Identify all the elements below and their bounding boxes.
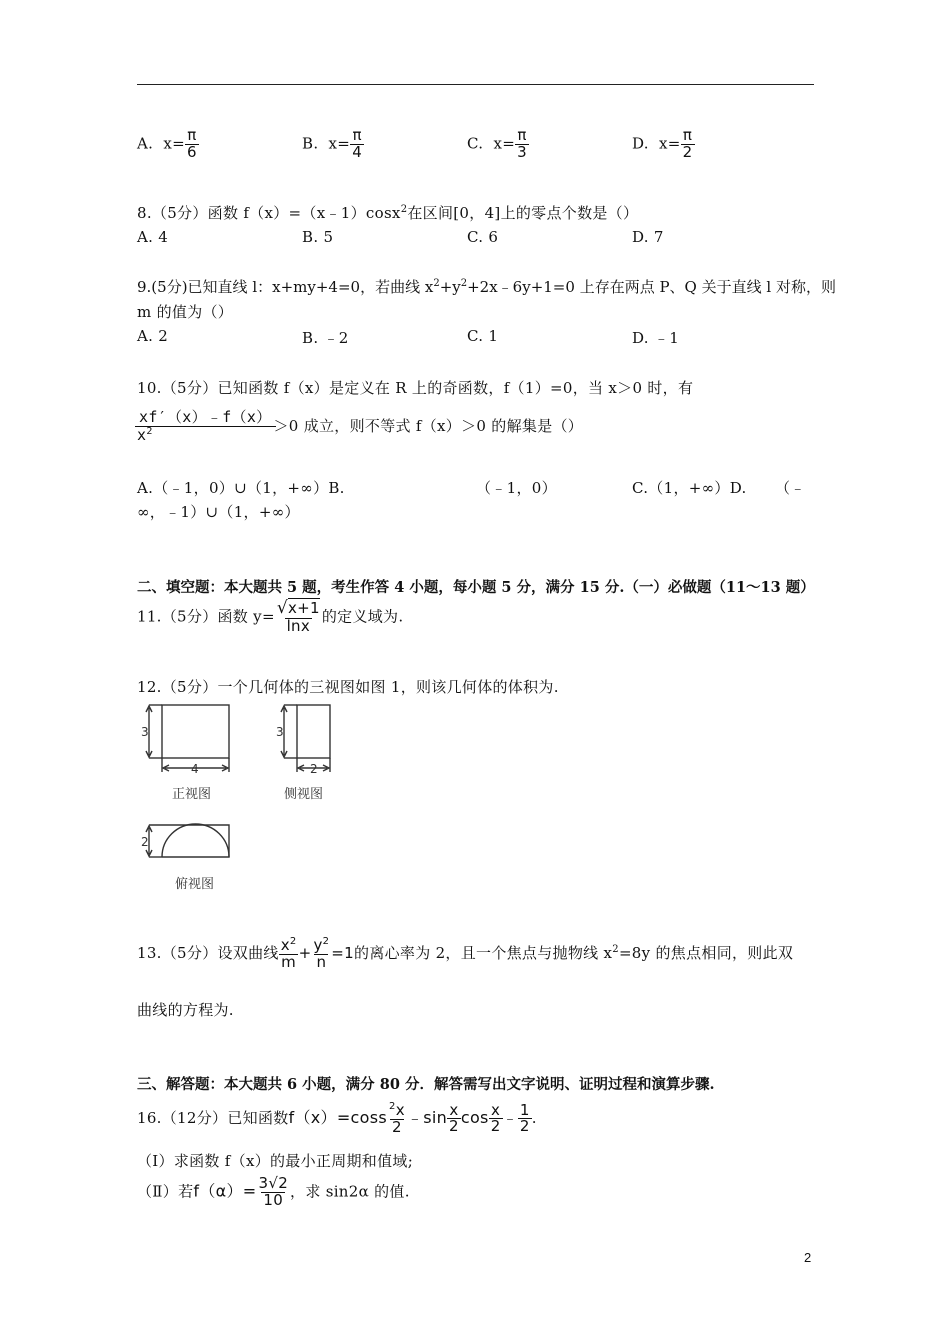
q10-option-d-cont: ∞，﹣1）∪（1，+∞） <box>137 503 300 521</box>
page-number: 2 <box>804 1250 812 1265</box>
q13-stem-line2: 曲线的方程为. <box>137 1001 234 1019</box>
q16-fraction-4: $\frac{1}{2}$ <box>519 1100 530 1136</box>
q10-stem: 10.（5分）已知函数 f（x）是定义在 R 上的奇函数，f（1）=0，当 x＞0 时，有 <box>137 379 694 397</box>
q8-option-b: B. 5 <box>302 228 334 246</box>
side-view-rect <box>297 705 330 758</box>
section3-heading: 三、解答题：本大题共 6 小题，满分 80 分．解答需写出文字说明、证明过程和演算步骤. <box>137 1076 715 1093</box>
q10-fraction: $\frac{xf'(x)﹣f(x)}{x^2}$ <box>137 410 274 444</box>
q7-c-fraction: $\frac{\pi}{3}$ <box>517 126 527 161</box>
q16-fraction-3: $\frac{x}{2}$ <box>490 1100 501 1136</box>
q9-stem-line2: m 的值为（） <box>137 303 234 321</box>
q9-option-b: B. ﹣2 <box>302 329 349 347</box>
side-width-label: 2 <box>310 762 318 776</box>
q11-fraction: $\frac{√x+1}{\ln x}$ <box>276 598 320 635</box>
q16-part-1: （Ⅰ）求函数 f（x）的最小正周期和值域; <box>137 1152 414 1170</box>
q13-fraction-y: $\frac{y^2}{n}$ <box>313 936 330 971</box>
q12-stem: 12.（5分）一个几何体的三视图如图 1，则该几何体的体积为. <box>137 678 559 696</box>
side-view-figure <box>272 700 372 810</box>
q9-option-a: A. 2 <box>137 327 169 345</box>
q10-option-c: C.（1，+∞）D. <box>632 479 747 497</box>
q7-option-b: B. x= $\frac{\pi}{4}$ <box>302 126 363 161</box>
q8-option-a: A. 4 <box>137 228 169 246</box>
q8-stem: 8.（5分）函数 f（x）=（x﹣1）cosx$^2$在区间[0，4]上的零点个数是（） <box>137 204 639 222</box>
side-view-label: 侧视图 <box>284 787 324 802</box>
front-height-label: 3 <box>141 725 149 739</box>
section2-heading: 二、填空题：本大题共 5 题，考生作答 4 小题，每小题 5 分，满分 15 分.（一）必做题（11～13 题） <box>137 579 815 596</box>
q10-option-d: （﹣ <box>775 479 806 497</box>
q10-condition: $\frac{xf'(x)﹣f(x)}{x^2}$ ＞0 成立，则不等式 f（x）＞0 的解集是（） <box>137 408 584 444</box>
q7-d-fraction: $\frac{\pi}{2}$ <box>682 126 693 161</box>
q16-fraction-1: $\frac{^2x}{2}$ <box>389 1101 405 1136</box>
front-view-label: 正视图 <box>172 787 212 802</box>
q10-option-a: A.（﹣1，0）∪（1，+∞）B. <box>137 479 345 497</box>
q16-part-2: （Ⅱ）若f（α）= $\frac{3√2}{10}$ ，求 sin2α 的值. <box>137 1174 410 1209</box>
top-view-outline <box>162 825 229 857</box>
side-height-label: 3 <box>276 725 284 739</box>
q8-option-d: D. 7 <box>632 228 664 246</box>
header-rule <box>137 84 814 85</box>
q9-option-c: C. 1 <box>467 327 499 345</box>
q7-option-d: D. x= $\frac{\pi}{2}$ <box>632 126 693 161</box>
q9-option-d: D. ﹣1 <box>632 329 680 347</box>
q16-fraction-2: $\frac{x}{2}$ <box>449 1100 459 1136</box>
q7-b-fraction: $\frac{\pi}{4}$ <box>352 126 363 161</box>
top-height-label: 2 <box>141 835 149 849</box>
top-view-arc <box>162 824 229 857</box>
q7-a-fraction: $\frac{\pi}{6}$ <box>186 126 197 161</box>
q16-alpha-fraction: $\frac{3√2}{10}$ <box>258 1174 289 1209</box>
q7-option-c: C. x= $\frac{\pi}{3}$ <box>467 126 527 161</box>
q16-stem: 16.（12分）已知函数f（x）=coss $\frac{^2x}{2}$ ﹣sin $\frac{x}{2}$ cos $\frac{x}{2}$ ﹣ $\frac{1}{2}$ . <box>137 1100 537 1136</box>
q13-stem: 13.（5分）设双曲线 $\frac{x^2}{m}$ + $\frac{y^2}{n}$ =1的离心率为 2，且一个焦点与抛物线 $x^2=8y$ 的焦点相同，则此双 <box>137 936 794 971</box>
top-view-label: 俯视图 <box>175 877 215 892</box>
front-view-rect <box>162 705 229 758</box>
q7-option-a: A. x= $\frac{\pi}{6}$ <box>137 126 197 161</box>
q11-stem: 11.（5分）函数 y= $\frac{√x+1}{\ln x}$ 的定义域为. <box>137 598 404 635</box>
q13-fraction-x: $\frac{x^2}{m}$ <box>280 936 297 971</box>
q8-option-c: C. 6 <box>467 228 499 246</box>
q9-stem: 9.(5分)已知直线 l：x+my+4=0，若曲线 $x^2+y^2+2x﹣6y+1=0$ 上存在两点 P、Q 关于直线 l 对称，则 <box>137 278 836 296</box>
front-width-label: 4 <box>191 762 199 776</box>
q10-option-b: （﹣1，0） <box>476 479 557 497</box>
